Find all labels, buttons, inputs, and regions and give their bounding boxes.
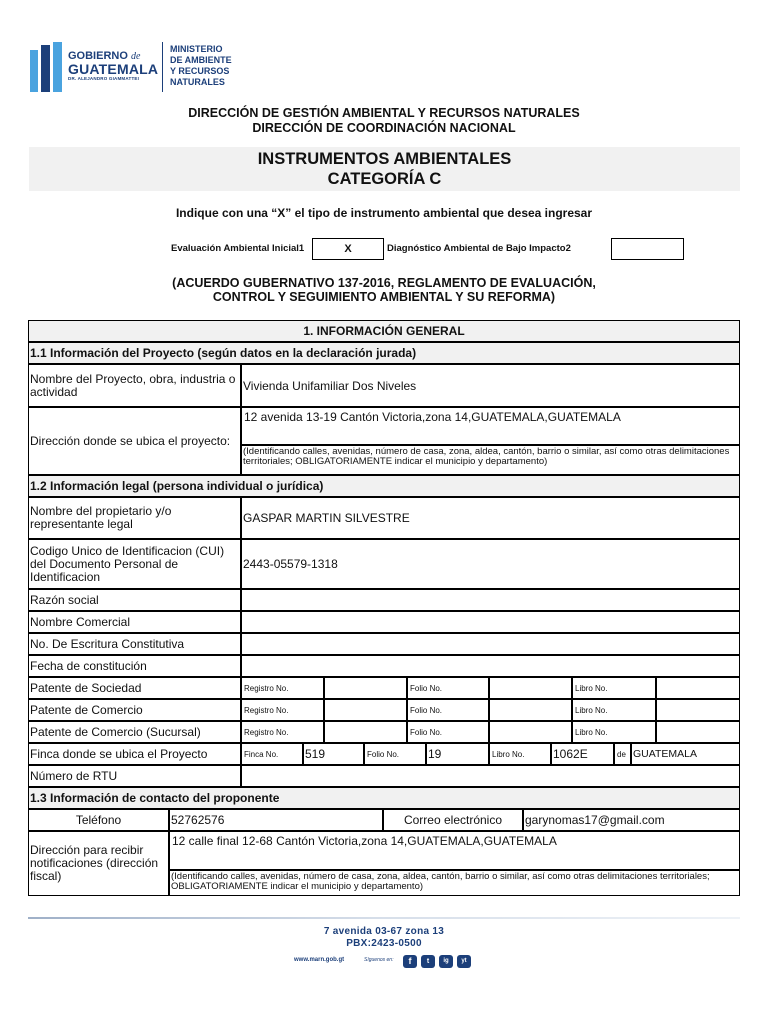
finca-no-label: Finca No.	[241, 743, 303, 765]
footer-website[interactable]: www.marn.gob.gt	[294, 957, 345, 963]
gobierno-text: GOBIERNO de GUATEMALA DR. ALEJANDRO GIAMMATTEI	[68, 50, 159, 81]
telefono-label: Teléfono	[28, 809, 169, 831]
twitter-icon[interactable]: t	[421, 955, 435, 968]
patente-sociedad-registro-field[interactable]	[324, 677, 407, 699]
finca-de-label: de	[614, 743, 631, 765]
registro-label: Registro No.	[241, 721, 324, 743]
folio-label: Folio No.	[407, 721, 489, 743]
nombre-comercial-field[interactable]	[241, 611, 740, 633]
section-1-1-header: 1.1 Información del Proyecto (según datos en la declaración jurada)	[28, 342, 740, 364]
nombre-comercial-label: Nombre Comercial	[28, 611, 241, 633]
facebook-icon[interactable]: f	[403, 955, 417, 968]
fecha-constitucion-label: Fecha de constitución	[28, 655, 241, 677]
direccion-heading-2: DIRECCIÓN DE COORDINACIÓN NACIONAL	[252, 121, 516, 135]
owner-label: Nombre del propietario y/o representante legal	[28, 497, 241, 539]
patente-sociedad-libro-field[interactable]	[656, 677, 740, 699]
razon-social-field[interactable]	[241, 589, 740, 611]
registro-label: Registro No.	[241, 677, 324, 699]
finca-folio-label: Folio No.	[364, 743, 426, 765]
patente-sucursal-registro-field[interactable]	[324, 721, 407, 743]
project-address-field[interactable]: 12 avenida 13-19 Cantón Victoria,zona 14,GUATEMALA,GUATEMALA	[241, 407, 740, 445]
libro-label: Libro No.	[572, 699, 656, 721]
finca-no-field[interactable]: 519	[303, 743, 364, 765]
cui-field[interactable]: 2443-05579-1318	[241, 539, 740, 589]
project-address-label: Dirección donde se ubica el proyecto:	[28, 407, 241, 475]
patente-sucursal-libro-field[interactable]	[656, 721, 740, 743]
patente-comercio-folio-field[interactable]	[489, 699, 572, 721]
registro-label: Registro No.	[241, 699, 324, 721]
project-name-field[interactable]: Vivienda Unifamiliar Dos Niveles	[241, 364, 740, 407]
patente-sociedad-label: Patente de Sociedad	[28, 677, 241, 699]
footer-pbx: PBX:2423-0500	[346, 938, 422, 949]
instruction-text: Indique con una “X” el tipo de instrumento ambiental que desea ingresar	[175, 206, 593, 220]
correo-field[interactable]: garynomas17@gmail.com	[523, 809, 740, 831]
option-eai-label: Evaluación Ambiental Inicial1	[171, 243, 305, 254]
finca-libro-label: Libro No.	[489, 743, 551, 765]
fecha-constitucion-field[interactable]	[241, 655, 740, 677]
footer-follow: Síguenos en:	[364, 957, 394, 963]
folio-label: Folio No.	[407, 677, 489, 699]
patente-comercio-libro-field[interactable]	[656, 699, 740, 721]
cui-label: Codigo Unico de Identificacion (CUI) del Documento Personal de Identificacion	[28, 539, 241, 589]
notificaciones-note: (Identificando calles, avenidas, número de casa, zona, aldea, cantón, barrio o similar, así como otras delimitaciones territoriales; OBLIGATORIAMENTE indicar el municipio y departamento)	[169, 870, 740, 896]
finca-departamento-field[interactable]: GUATEMALA	[631, 743, 740, 765]
document-subtitle: CATEGORÍA C	[327, 170, 442, 188]
footer-address: 7 avenida 03-67 zona 13	[323, 926, 445, 937]
escritura-label: No. De Escritura Constitutiva	[28, 633, 241, 655]
acuerdo-heading-2: CONTROL Y SEGUIMIENTO AMBIENTAL Y SU REFORMA)	[212, 290, 556, 304]
document-title: INSTRUMENTOS AMBIENTALES	[257, 150, 512, 168]
ministerio-text: MINISTERIO DE AMBIENTE Y RECURSOS NATURALES	[170, 44, 232, 87]
finca-label: Finca donde se ubica el Proyecto	[28, 743, 241, 765]
project-address-note: (Identificando calles, avenidas, número de casa, zona, aldea, cantón, barrio o similar, así como otras delimitaciones territoriales; OBLIGATORIAMENTE indicar el municipio y departamento)	[241, 445, 740, 475]
title-band	[29, 147, 740, 191]
patente-comercio-registro-field[interactable]	[324, 699, 407, 721]
section-1-header: 1. INFORMACIÓN GENERAL	[28, 320, 740, 342]
patente-sucursal-folio-field[interactable]	[489, 721, 572, 743]
logo-divider	[162, 42, 163, 92]
acuerdo-heading-1: (ACUERDO GUBERNATIVO 137-2016, REGLAMENTO DE EVALUACIÓN,	[172, 276, 596, 290]
patente-sucursal-label: Patente de Comercio (Sucursal)	[28, 721, 241, 743]
telefono-field[interactable]: 52762576	[169, 809, 383, 831]
patente-sociedad-folio-field[interactable]	[489, 677, 572, 699]
notificaciones-field[interactable]: 12 calle final 12-68 Cantón Victoria,zona 14,GUATEMALA,GUATEMALA	[169, 831, 740, 870]
section-1-3-header: 1.3 Información de contacto del proponente	[28, 787, 740, 809]
option-dabi-checkbox[interactable]	[611, 238, 684, 260]
folio-label: Folio No.	[407, 699, 489, 721]
government-logo	[30, 38, 270, 94]
footer-divider	[28, 917, 740, 919]
correo-label: Correo electrónico	[383, 809, 523, 831]
rtu-label: Número de RTU	[28, 765, 241, 787]
patente-comercio-label: Patente de Comercio	[28, 699, 241, 721]
libro-label: Libro No.	[572, 677, 656, 699]
notificaciones-label: Dirección para recibir notificaciones (dirección fiscal)	[28, 831, 169, 896]
flag-bars-icon	[30, 42, 62, 92]
owner-field[interactable]: GASPAR MARTIN SILVESTRE	[241, 497, 740, 539]
section-1-2-header: 1.2 Información legal (persona individual o jurídica)	[28, 475, 740, 497]
libro-label: Libro No.	[572, 721, 656, 743]
option-dabi-label: Diagnóstico Ambiental de Bajo Impacto2	[387, 243, 571, 254]
finca-folio-field[interactable]: 19	[426, 743, 489, 765]
rtu-field[interactable]	[241, 765, 740, 787]
instagram-icon[interactable]: ig	[439, 955, 453, 968]
project-name-label: Nombre del Proyecto, obra, industria o actividad	[28, 364, 241, 407]
option-eai-checkbox[interactable]: X	[312, 238, 384, 260]
escritura-field[interactable]	[241, 633, 740, 655]
direccion-heading-1: DIRECCIÓN DE GESTIÓN AMBIENTAL Y RECURSOS NATURALES	[188, 106, 580, 120]
finca-libro-field[interactable]: 1062E	[551, 743, 614, 765]
razon-social-label: Razón social	[28, 589, 241, 611]
youtube-icon[interactable]: yt	[457, 955, 471, 968]
